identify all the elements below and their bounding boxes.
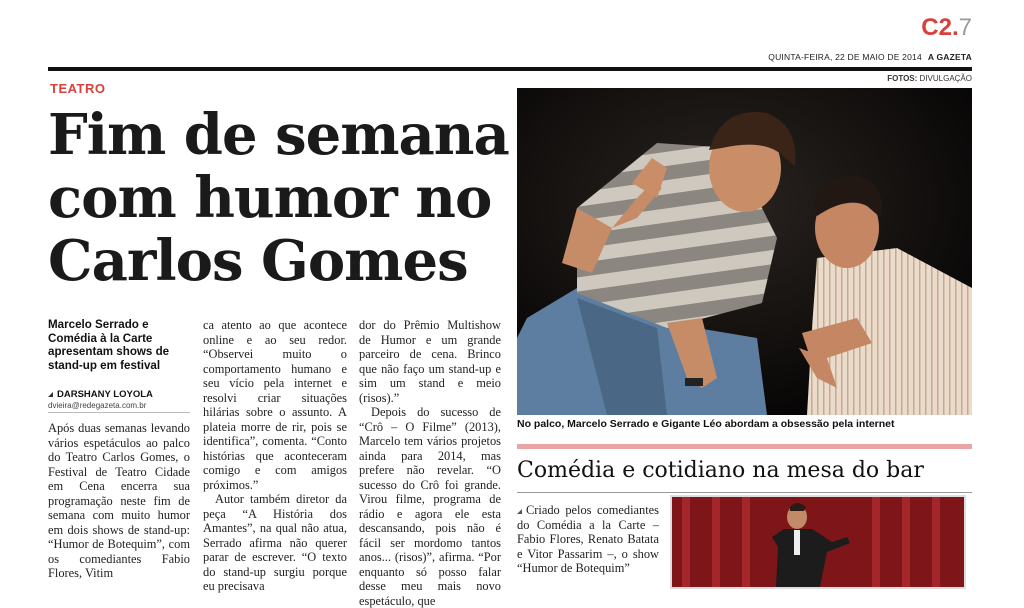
triangle-icon — [517, 509, 522, 514]
headline: Fim de semana com humor no Carlos Gomes — [48, 102, 509, 294]
stage-photo — [672, 497, 964, 587]
paragraph — [517, 503, 659, 576]
section-label: C2. — [921, 14, 959, 41]
date-text: QUINTA-FEIRA, 22 DE MAIO DE 2014 — [768, 52, 922, 62]
photo-credit-value: DIVULGAÇÃO — [919, 74, 972, 83]
article-column-3 — [359, 318, 501, 608]
actors-illustration — [517, 88, 972, 415]
performer-illustration — [672, 497, 964, 587]
main-photo — [517, 88, 972, 415]
paragraph: Após duas semanas levando vários espetáculos ao palco do Teatro Carlos Gomes, o Festival de Teatro Cidade em Cena encerra sua programação neste fim de semana com muito humor em dois shows de stand-up: “Humor de Botequim”, com os comediantes Fabio Flores, Vitim — [48, 421, 190, 580]
triangle-icon — [48, 392, 53, 397]
sidebar-title: Comédia e cotidiano na mesa do bar — [517, 458, 924, 483]
sidebar-text: Criado pelos comediantes do Comédia a la Carte – Fabio Flores, Renato Batata e Vitor Passarim –, o show “Humor de Botequim” — [517, 503, 659, 575]
paragraph: Autor também diretor da peça “A História dos Amantes”, na qual não atua, Serrado afirma não querer parar de escrever. “O texto do stand-up surgiu porque eu precisava — [203, 492, 347, 593]
sidebar-rule — [517, 444, 972, 449]
photo-caption: No palco, Marcelo Serrado e Gigante Léo abordam a obsessão pela internet — [517, 418, 895, 430]
paragraph: ca atento ao que acontece online e ao seu redor. “Observei muito o comportamento humano e seu vício pela internet e resolvi criar situações hilárias sobre o assunto. A plateia morre de rir, pois se identifica”, comenta. “Conto histórias que aconteceram comigo e com amigos próximos.” — [203, 318, 347, 492]
page-number — [921, 14, 972, 42]
page-label: 7 — [958, 14, 972, 41]
byline-rule — [48, 412, 190, 413]
paper-name: A GAZETA — [927, 52, 972, 62]
sidebar-divider — [517, 492, 972, 493]
deck: Marcelo Serrado e Comédia à la Carte apresentam shows de stand-up em festival — [48, 318, 170, 372]
dateline — [768, 52, 972, 62]
article-column-2 — [203, 318, 347, 594]
photo-credit — [887, 74, 972, 83]
sidebar-column — [517, 503, 659, 576]
author-name: DARSHANY LOYOLA — [57, 389, 153, 400]
paragraph: Depois do sucesso de “Crô – O Filme” (2013), Marcelo tem vários projetos ainda para 2014, mas prefere não revelar. “O sucesso do Crô foi grande. Virou filme, programa de rádio e agora ele esta descansando, pois não é fácil ser mordomo tantos anos... (risos)”, afirma. “Por enquanto só posso falar desse meu mais novo espetáculo, que — [359, 405, 501, 608]
author-email: dvieira@redegazeta.com.br — [48, 401, 147, 410]
photo-credit-label: FOTOS: — [887, 74, 918, 83]
article-column-1 — [48, 421, 190, 581]
byline — [48, 389, 153, 400]
top-rule — [48, 67, 972, 71]
kicker: TEATRO — [50, 81, 106, 96]
paragraph: dor do Prêmio Multishow de Humor e um grande parceiro de cena. Brinco que não faço um stand-up e sim um stand e meio (risos).” — [359, 318, 501, 405]
